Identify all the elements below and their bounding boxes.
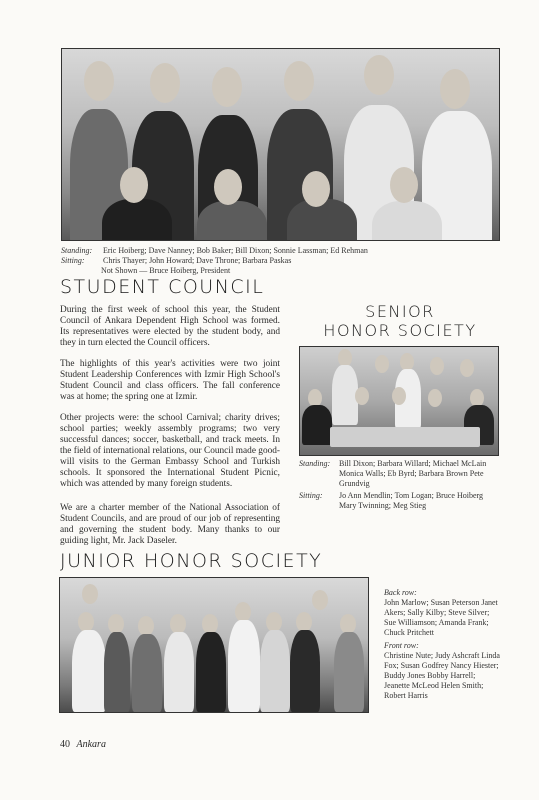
junior-honor-title: JUNIOR HONOR SOCIETY: [60, 550, 323, 572]
standing-label: Standing:: [61, 246, 93, 255]
student-council-paragraph-1: During the first week of school this year, the Student Council of Ankara Dependent High School was formed. Its representatives were elected by the student body, and they in turn elected the Council officers.: [60, 305, 280, 348]
junior-honor-caption: [384, 588, 500, 701]
student-council-paragraph-2: The highlights of this year's activities were two joint Student Leadership Conferences with Izmir High School's Student Council and class officers. The fall conference was at home; the spring one at Izmir.: [60, 359, 280, 402]
not-shown-note: Not Shown — Bruce Hoiberg, President: [101, 266, 231, 275]
sitting-label: Sitting:: [61, 256, 85, 265]
book-name: Ankara: [76, 739, 106, 750]
student-council-photo: [61, 48, 500, 241]
senior-honor-photo: [299, 346, 499, 456]
senior-standing-names: Bill Dixon; Barbara Willard; Michael McLain Monica Walls; Eb Byrd; Barbara Brown Pete Grundvig: [339, 459, 487, 488]
back-row-label: Back row:: [384, 588, 417, 597]
page-folio: [60, 739, 106, 750]
senior-honor-title-line2: HONOR SOCIETY: [323, 321, 477, 340]
front-row-names: Christine Nute; Judy Ashcraft Linda Fox; Susan Godfrey Nancy Hiester; Buddy Jones Bobby Harrell; Jeanette McLeod Helen Smith; Robert Harris: [384, 651, 500, 700]
senior-honor-caption: [299, 459, 499, 511]
front-row-label: Front row:: [384, 641, 419, 650]
junior-honor-photo: [59, 577, 369, 713]
back-row-names: John Marlow; Susan Peterson Janet Akers; Sally Kilby; Steve Silver; Sue Williamson; Amanda Frank; Chuck Pritchett: [384, 598, 498, 637]
senior-honor-title-line1: SENIOR: [365, 302, 435, 321]
student-council-caption: [61, 246, 501, 276]
page-number: 40: [60, 739, 70, 750]
student-council-title: STUDENT COUNCIL: [60, 276, 265, 298]
senior-honor-title: [300, 302, 500, 340]
senior-sitting-names: Jo Ann Mendlin; Tom Logan; Bruce Hoiberg Mary Twinning; Meg Stieg: [339, 491, 484, 510]
senior-sitting-label: Sitting:: [299, 491, 323, 500]
standing-names: Eric Hoiberg; Dave Nanney; Bob Baker; Bill Dixon; Sonnie Lassman; Ed Rehman: [103, 246, 368, 255]
sitting-names: Chris Thayer; John Howard; Dave Throne; Barbara Paskas: [103, 256, 292, 265]
student-council-paragraph-3: Other projects were: the school Carnival; charity drives; school parties; weekly assembly programs; two very successful dances; soccer, basketball, and track meets. In the field of international relations, our Council made good-will visits to the German Embassy School and Turkish schools. It sponsored the International Student Picnic, which was attended by many foreign students.: [60, 413, 280, 489]
senior-standing-label: Standing:: [299, 459, 331, 468]
student-council-paragraph-4: We are a charter member of the National Association of Student Councils, and are proud of our job of representing and governing the student body. Many thanks to our guiding light, Mr. Jack Daseler.: [60, 503, 280, 546]
